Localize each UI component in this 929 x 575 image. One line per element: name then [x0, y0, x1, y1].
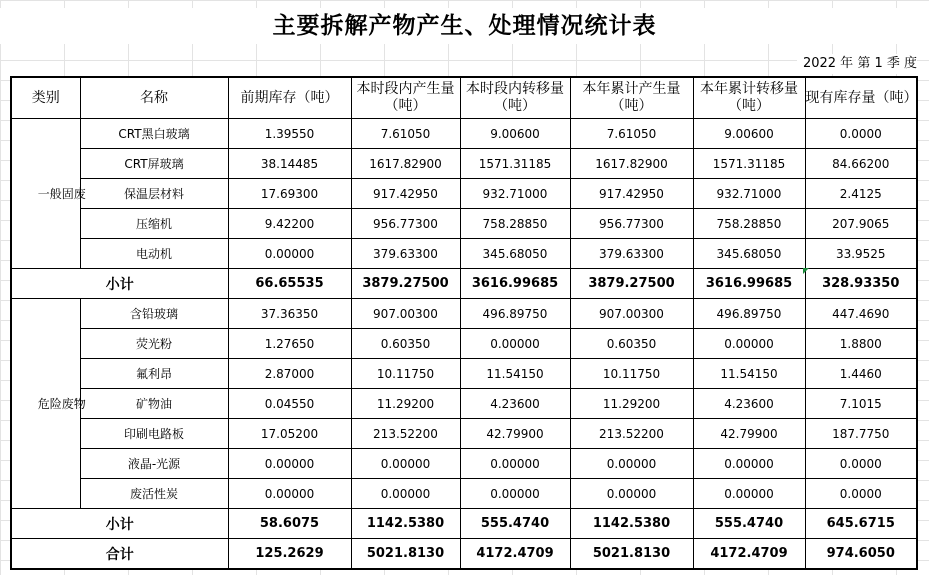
value-cell[interactable]: 0.0000	[805, 119, 917, 149]
value-cell[interactable]: 907.00300	[570, 299, 693, 329]
subtotal-value-cell[interactable]: 3879.27500	[351, 269, 460, 299]
value-cell[interactable]: 907.00300	[351, 299, 460, 329]
item-name-cell[interactable]: 矿物油	[80, 389, 228, 419]
value-cell[interactable]: 11.29200	[570, 389, 693, 419]
cell-comment-marker	[803, 268, 809, 274]
value-cell[interactable]: 345.68050	[693, 239, 805, 269]
header-cell[interactable]: 类别	[11, 77, 80, 119]
value-cell[interactable]: 1571.31185	[693, 149, 805, 179]
value-cell[interactable]: 1571.31185	[460, 149, 570, 179]
header-cell[interactable]: 本年累计产生量（吨）	[570, 77, 693, 119]
header-cell[interactable]: 本时段内转移量（吨）	[460, 77, 570, 119]
value-cell[interactable]: 1617.82900	[351, 149, 460, 179]
value-cell[interactable]: 10.11750	[351, 359, 460, 389]
header-cell[interactable]: 前期库存（吨）	[228, 77, 351, 119]
header-row	[11, 77, 917, 119]
value-cell[interactable]: 932.71000	[460, 179, 570, 209]
table-row	[11, 479, 917, 509]
value-cell[interactable]: 213.52200	[570, 419, 693, 449]
value-cell[interactable]: 0.0000	[805, 479, 917, 509]
value-cell[interactable]: 17.05200	[228, 419, 351, 449]
table-row	[11, 359, 917, 389]
category-label: 一般固废	[37, 186, 86, 201]
total-value-cell[interactable]: 974.6050	[805, 539, 917, 570]
category-cell[interactable]	[11, 119, 86, 269]
category-cell[interactable]	[11, 299, 86, 509]
total-value-cell[interactable]: 4172.4709	[693, 539, 805, 570]
subtotal-value-cell[interactable]: 645.6715	[805, 509, 917, 539]
value-cell[interactable]: 7.61050	[570, 119, 693, 149]
statistics-table	[10, 76, 918, 570]
total-row	[11, 539, 917, 570]
subtotal-label-cell[interactable]: 小计	[11, 269, 228, 299]
subtotal-value-cell[interactable]: 1142.5380	[351, 509, 460, 539]
subtotal-value-cell[interactable]: 555.4740	[460, 509, 570, 539]
subtotal-value-cell[interactable]: 328.93350	[805, 269, 917, 299]
subtotal-value-cell[interactable]: 555.4740	[693, 509, 805, 539]
value-cell[interactable]: 0.60350	[351, 329, 460, 359]
value-cell[interactable]: 956.77300	[570, 209, 693, 239]
value-cell[interactable]: 0.00000	[693, 479, 805, 509]
header-cell[interactable]: 本年累计转移量（吨）	[693, 77, 805, 119]
value-cell[interactable]: 379.63300	[351, 239, 460, 269]
item-name-cell[interactable]: 荧光粉	[80, 329, 228, 359]
value-cell[interactable]: 10.11750	[570, 359, 693, 389]
table-row	[11, 419, 917, 449]
value-cell[interactable]: 1617.82900	[570, 149, 693, 179]
total-value-cell[interactable]: 5021.8130	[351, 539, 460, 570]
subtotal-value-cell[interactable]: 3879.27500	[570, 269, 693, 299]
value-cell[interactable]: 0.00000	[570, 479, 693, 509]
value-cell[interactable]: 0.00000	[693, 329, 805, 359]
value-cell[interactable]: 0.00000	[228, 239, 351, 269]
value-cell[interactable]: 1.8800	[805, 329, 917, 359]
subtotal-value-cell[interactable]: 3616.99685	[693, 269, 805, 299]
value-cell[interactable]: 917.42950	[570, 179, 693, 209]
value-cell[interactable]: 9.42200	[228, 209, 351, 239]
value-cell[interactable]: 207.9065	[805, 209, 917, 239]
table-row	[11, 239, 917, 269]
value-cell[interactable]: 932.71000	[693, 179, 805, 209]
value-cell[interactable]: 0.00000	[228, 479, 351, 509]
value-cell[interactable]: 2.4125	[805, 179, 917, 209]
subtotal-row	[11, 269, 917, 299]
value-cell[interactable]: 4.23600	[460, 389, 570, 419]
table-row	[11, 149, 917, 179]
table-row	[11, 389, 917, 419]
value-cell[interactable]: 1.4460	[805, 359, 917, 389]
subtotal-value-cell[interactable]: 66.65535	[228, 269, 351, 299]
value-cell[interactable]: 0.00000	[460, 449, 570, 479]
item-name-cell[interactable]: 压缩机	[80, 209, 228, 239]
value-cell[interactable]: 84.66200	[805, 149, 917, 179]
value-cell[interactable]: 0.00000	[351, 479, 460, 509]
value-cell[interactable]: 345.68050	[460, 239, 570, 269]
value-cell[interactable]: 37.36350	[228, 299, 351, 329]
value-cell[interactable]: 0.00000	[228, 449, 351, 479]
item-name-cell[interactable]: 保温层材料	[80, 179, 228, 209]
subtotal-value-cell[interactable]: 3616.99685	[460, 269, 570, 299]
value-cell[interactable]: 0.00000	[693, 449, 805, 479]
value-cell[interactable]: 917.42950	[351, 179, 460, 209]
value-cell[interactable]: 1.39550	[228, 119, 351, 149]
report-title: 主要拆解产物产生、处理情况统计表	[0, 8, 929, 44]
value-cell[interactable]: 758.28850	[693, 209, 805, 239]
value-cell[interactable]: 9.00600	[460, 119, 570, 149]
value-cell[interactable]: 42.79900	[693, 419, 805, 449]
total-value-cell[interactable]: 5021.8130	[570, 539, 693, 570]
total-label-cell[interactable]: 合计	[11, 539, 228, 570]
reporting-period: 2022 年 第 1 季 度	[797, 54, 917, 74]
item-name-cell[interactable]: CRT黑白玻璃	[80, 119, 228, 149]
value-cell[interactable]: 213.52200	[351, 419, 460, 449]
value-cell[interactable]: 33.9525	[805, 239, 917, 269]
value-cell[interactable]: 0.0000	[805, 449, 917, 479]
value-cell[interactable]: 758.28850	[460, 209, 570, 239]
item-name-cell[interactable]: 电动机	[80, 239, 228, 269]
value-cell[interactable]: 0.00000	[460, 479, 570, 509]
value-cell[interactable]: 0.00000	[460, 329, 570, 359]
value-cell[interactable]: 7.1015	[805, 389, 917, 419]
item-name-cell[interactable]: 液晶-光源	[80, 449, 228, 479]
value-cell[interactable]: 42.79900	[460, 419, 570, 449]
value-cell[interactable]: 11.54150	[693, 359, 805, 389]
item-name-cell[interactable]: CRT屏玻璃	[80, 149, 228, 179]
total-value-cell[interactable]: 4172.4709	[460, 539, 570, 570]
header-cell[interactable]: 现有库存量（吨）	[805, 77, 917, 119]
value-cell[interactable]: 7.61050	[351, 119, 460, 149]
table-row	[11, 209, 917, 239]
value-cell[interactable]: 2.87000	[228, 359, 351, 389]
value-cell[interactable]: 11.29200	[351, 389, 460, 419]
value-cell[interactable]: 0.00000	[570, 449, 693, 479]
category-label: 危险废物	[37, 396, 86, 411]
subtotal-row	[11, 509, 917, 539]
value-cell[interactable]: 379.63300	[570, 239, 693, 269]
subtotal-value-cell[interactable]: 58.6075	[228, 509, 351, 539]
item-name-cell[interactable]: 印刷电路板	[80, 419, 228, 449]
value-cell[interactable]: 17.69300	[228, 179, 351, 209]
table-row	[11, 119, 917, 149]
item-name-cell[interactable]: 废活性炭	[80, 479, 228, 509]
value-cell[interactable]: 0.00000	[351, 449, 460, 479]
value-cell[interactable]: 956.77300	[351, 209, 460, 239]
table-body	[11, 119, 917, 570]
value-cell[interactable]: 4.23600	[693, 389, 805, 419]
value-cell[interactable]: 447.4690	[805, 299, 917, 329]
value-cell[interactable]: 38.14485	[228, 149, 351, 179]
header-cell[interactable]: 本时段内产生量（吨）	[351, 77, 460, 119]
table-row	[11, 299, 917, 329]
total-value-cell[interactable]: 125.2629	[228, 539, 351, 570]
value-cell[interactable]: 496.89750	[460, 299, 570, 329]
table-row	[11, 449, 917, 479]
value-cell[interactable]: 0.04550	[228, 389, 351, 419]
value-cell[interactable]: 1.27650	[228, 329, 351, 359]
value-cell[interactable]: 11.54150	[460, 359, 570, 389]
item-name-cell[interactable]: 含铅玻璃	[80, 299, 228, 329]
value-cell[interactable]: 187.7750	[805, 419, 917, 449]
item-name-cell[interactable]: 氟利昂	[80, 359, 228, 389]
table-row	[11, 329, 917, 359]
value-cell[interactable]: 496.89750	[693, 299, 805, 329]
header-cell[interactable]: 名称	[80, 77, 228, 119]
value-cell[interactable]: 0.60350	[570, 329, 693, 359]
subtotal-value-cell[interactable]: 1142.5380	[570, 509, 693, 539]
subtotal-label-cell[interactable]: 小计	[11, 509, 228, 539]
value-cell[interactable]: 9.00600	[693, 119, 805, 149]
table-row	[11, 179, 917, 209]
